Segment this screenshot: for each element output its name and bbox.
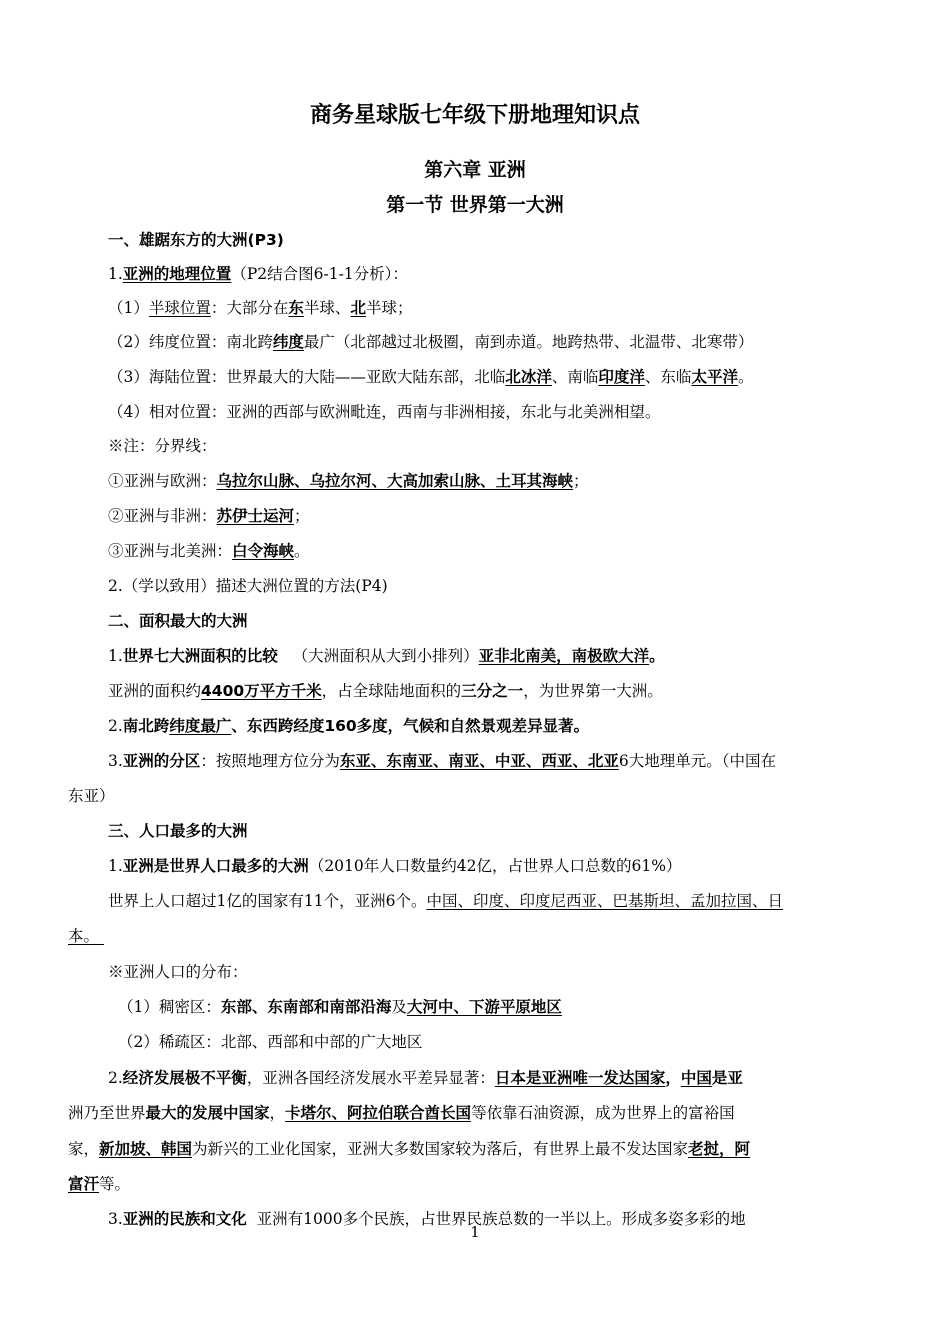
text-span: 等依靠石油资源，成为世界上的富裕国 [471, 1104, 735, 1122]
document-title: 商务星球版七年级下册地理知识点 [309, 103, 640, 128]
text-span: 。 [737, 368, 754, 386]
heading-most-population [108, 820, 248, 842]
text-span: 亚洲的面积约 [108, 682, 202, 700]
text-span: ③亚洲与北美洲： [108, 542, 233, 560]
key-term: 是亚 [711, 1069, 743, 1087]
item-number: 2. [108, 717, 123, 735]
item-number: 1. [108, 265, 123, 283]
key-term: 太平洋 [691, 368, 738, 386]
key-term: 中国 [680, 1069, 712, 1087]
underlined-term: 本。 [68, 927, 104, 945]
underlined-term: 中国、印度、印度尼西亚、巴基斯坦、孟加拉国、日 [426, 892, 783, 910]
key-term: 南北跨 [122, 717, 170, 735]
line-asia-regions-cont [68, 785, 115, 807]
text-span: 半球、 [303, 299, 351, 317]
line-relative-position [108, 401, 660, 423]
key-term: 世界七大洲面积的比较 [122, 647, 278, 665]
key-term: 、东西跨经度160多度，气候和自然景观差异显著。 [231, 717, 590, 735]
key-term: 亚洲的分区 [122, 752, 201, 770]
line-hemisphere-position [108, 297, 412, 319]
key-term: 亚洲的地理位置 [122, 265, 232, 283]
line-boundary-asia-africa [108, 505, 310, 527]
line-boundary-note [108, 435, 217, 457]
text-span: 最广（北部越过北极圈，南到赤道。地跨热带、北温带、北寒带） [303, 333, 754, 351]
key-term: 4400万平方千米 [201, 682, 322, 700]
key-term: 东 [288, 299, 304, 317]
text-span: ， [269, 1104, 286, 1122]
heading-text: 二、面积最大的大洲 [108, 612, 248, 630]
text-span: 、南临 [551, 368, 599, 386]
key-term: 经济发展极不平衡 [122, 1069, 247, 1087]
line-economy-cont-2 [68, 1138, 750, 1160]
underlined-term: 半球位置 [148, 299, 211, 317]
text-span: ， [665, 1069, 681, 1087]
text-span: （3）海陆位置：世界最大的大陆——亚欧大陆东部，北临 [108, 368, 506, 386]
line-boundary-asia-north-america [108, 540, 310, 562]
line-geographic-position [108, 263, 408, 285]
line-economy-cont-3 [68, 1173, 130, 1195]
section-heading: 第一节 世界第一大洲 [386, 194, 564, 216]
line-dense-area [118, 996, 562, 1018]
text-span: ※亚洲人口的分布： [108, 963, 248, 981]
key-term: 东亚、东南亚、南亚、中亚、西亚、北亚 [339, 752, 619, 770]
text-span: ②亚洲与非洲： [108, 507, 217, 525]
text-span: （2）稀疏区：北部、西部和中部的广大地区 [118, 1033, 423, 1051]
key-term: 卡塔尔、阿拉伯联合酋长国 [285, 1104, 472, 1122]
text-span: （2）纬度位置：南北跨 [108, 333, 273, 351]
text-span: ，为世界第一大洲。 [523, 682, 663, 700]
text-span: 东亚） [68, 787, 115, 805]
key-term: 乌拉尔山脉、乌拉尔河、大高加索山脉、土耳其海峡 [216, 472, 574, 490]
item-number: 2. [108, 1069, 123, 1087]
line-describe-method [108, 575, 388, 597]
line-population-stat [108, 855, 681, 877]
text-span: （2010年人口数量约42亿，占世界人口总数的61%） [308, 857, 682, 875]
text-span: 等。 [99, 1175, 131, 1193]
text-span: 。 [294, 542, 310, 560]
text-span: 洲乃至世界 [68, 1104, 146, 1122]
text-span: 为新兴的工业化国家，亚洲大多数国家较为落后，有世界上最不发达国家 [192, 1140, 689, 1158]
text-span: 及 [391, 998, 407, 1016]
line-latitude-span [108, 715, 589, 737]
text-span: ； [573, 472, 589, 490]
chapter-heading: 第六章 亚洲 [424, 159, 526, 181]
text-span: 、东临 [644, 368, 692, 386]
key-term: 亚洲的民族和文化 [122, 1210, 247, 1228]
key-term: 白令海峡 [232, 542, 295, 560]
key-term: 最大的发展中国家 [145, 1104, 270, 1122]
page-number: 1 [470, 1223, 480, 1241]
line-asia-area [108, 680, 663, 702]
key-term: 亚洲是世界人口最多的大洲 [122, 857, 309, 875]
heading-east-continent [108, 229, 284, 251]
text-span: 。 [649, 647, 665, 665]
line-economy [108, 1067, 743, 1089]
item-number: 3. [108, 752, 123, 770]
line-sparse-area [118, 1031, 422, 1053]
heading-text: 三、人口最多的大洲 [108, 822, 248, 840]
item-number: 3. [108, 1210, 123, 1228]
text-span: 6大地理单元。（中国在 [618, 752, 776, 770]
text-span: （1） [108, 299, 149, 317]
heading-largest-area [108, 610, 248, 632]
key-term: 北 [350, 299, 366, 317]
key-term: 大河中、下游平原地区 [406, 998, 562, 1016]
line-asia-regions [108, 750, 776, 772]
text-span: ，占全球陆地面积的 [321, 682, 462, 700]
text-span: ，亚洲各国经济发展水平差异显著： [246, 1069, 495, 1087]
text-span: （P2结合图6-1-1分析）： [231, 265, 408, 283]
text-span: 世界上人口超过1亿的国家有11个，亚洲6个。 [108, 892, 427, 910]
text-span: ：大部分在 [210, 299, 289, 317]
text-span: 半球； [365, 299, 413, 317]
text-span: 亚洲有1000多个民族，占世界民族总数的一半以上。形成多姿多彩的地 [246, 1210, 746, 1228]
text-span: （4）相对位置：亚洲的西部与欧洲毗连，西南与非洲相接，东北与北美洲相望。 [108, 403, 661, 421]
text-span: （大洲面积从大到小排列） [277, 647, 479, 665]
key-term: 三分之一 [461, 682, 524, 700]
line-populous-countries [108, 890, 783, 912]
item-number: 1. [108, 857, 123, 875]
key-term: 纬度 [272, 333, 304, 351]
heading-text: 一、雄踞东方的大洲(P3) [108, 231, 284, 249]
key-term: 东部、东南部和南部沿海 [220, 998, 392, 1016]
text-span: 家， [68, 1140, 100, 1158]
key-term: 印度洋 [598, 368, 645, 386]
line-populous-countries-cont [68, 925, 104, 947]
text-span: ①亚洲与欧洲： [108, 472, 217, 490]
key-term: 日本是亚洲唯一发达国家 [494, 1069, 666, 1087]
key-term: 纬度最广 [169, 717, 232, 735]
line-sea-land-position [108, 366, 753, 388]
text-span: ：按照地理方位分为 [200, 752, 340, 770]
text-span: （1）稠密区： [118, 998, 221, 1016]
line-latitude-position [108, 331, 753, 353]
key-term: 老挝，阿 [688, 1140, 751, 1158]
key-term: 亚非北南美，南极欧大洋 [478, 647, 650, 665]
line-economy-cont-1 [68, 1102, 735, 1124]
line-distribution-note [108, 961, 248, 983]
item-number: 1. [108, 647, 123, 665]
text-span: ※注：分界线： [108, 437, 217, 455]
key-term: 苏伊士运河 [216, 507, 295, 525]
key-term: 富汗 [68, 1175, 100, 1193]
line-boundary-asia-europe [108, 470, 589, 492]
line-continent-comparison [108, 645, 665, 667]
key-term: 北冰洋 [505, 368, 552, 386]
key-term: 新加坡、韩国 [99, 1140, 193, 1158]
text-span: ； [294, 507, 310, 525]
text-span: 2.（学以致用）描述大洲位置的方法(P4) [108, 577, 388, 595]
